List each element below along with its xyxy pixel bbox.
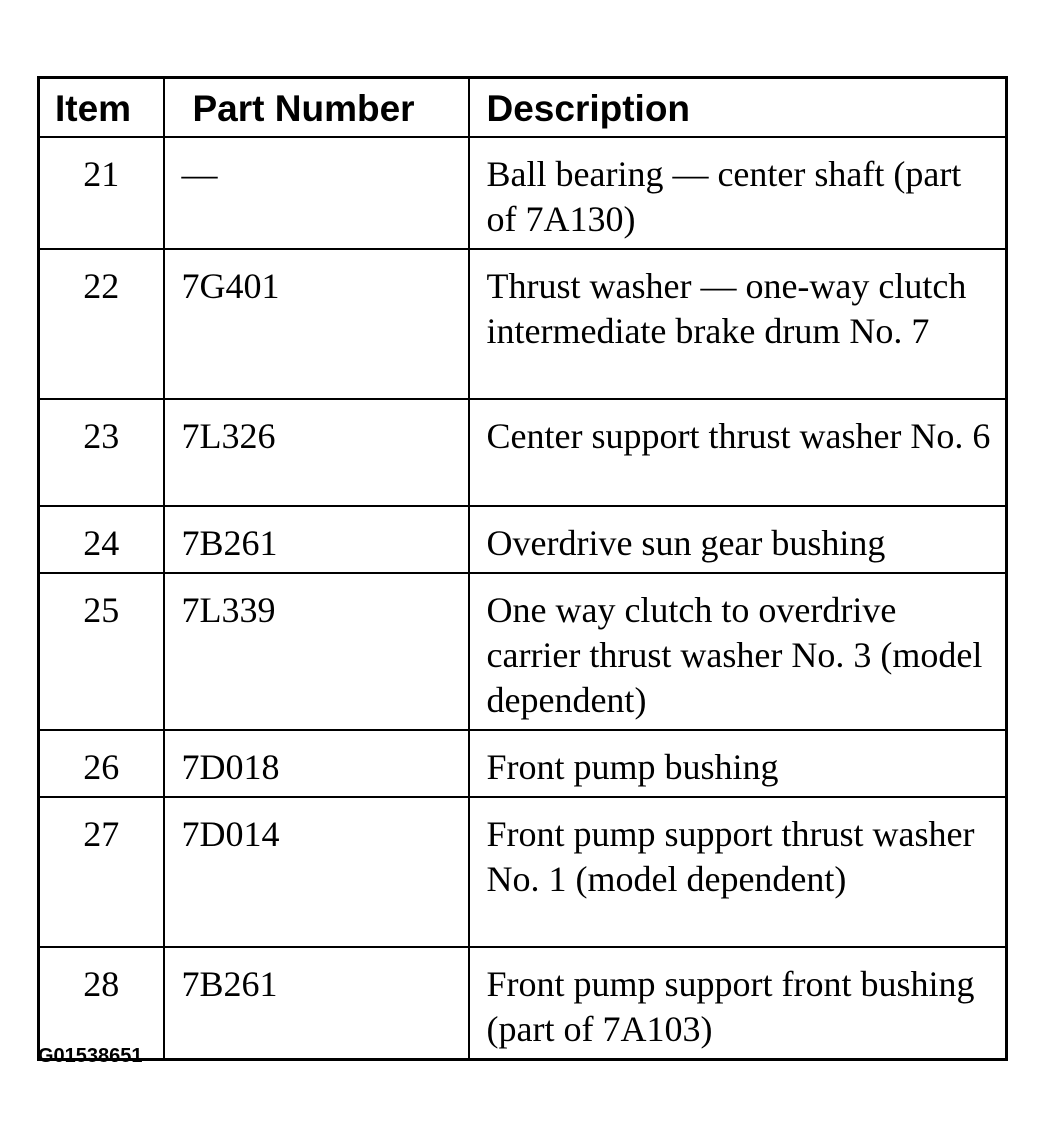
description-cell: Thrust washer — one-way clutch intermediate brake drum No. 7 — [469, 249, 1007, 399]
figure-id: G01538651 — [38, 1045, 143, 1067]
header-row — [39, 78, 1007, 137]
item-cell: 27 — [39, 797, 164, 947]
part-number-cell: 7B261 — [164, 506, 469, 573]
description-cell: Center support thrust washer No. 6 — [469, 399, 1007, 506]
table-row — [39, 506, 1007, 573]
table-row — [39, 137, 1007, 249]
part-number-cell: 7D018 — [164, 730, 469, 797]
part-number-cell: 7B261 — [164, 947, 469, 1060]
description-cell: Front pump bushing — [469, 730, 1007, 797]
table-row — [39, 399, 1007, 506]
item-cell: 23 — [39, 399, 164, 506]
table-row — [39, 730, 1007, 797]
header-part-number: Part Number — [164, 78, 469, 137]
description-cell: Overdrive sun gear bushing — [469, 506, 1007, 573]
part-number-cell: — — [164, 137, 469, 249]
description-cell: One way clutch to overdrive carrier thrust washer No. 3 (model dependent) — [469, 573, 1007, 730]
part-number-cell: 7G401 — [164, 249, 469, 399]
item-cell: 25 — [39, 573, 164, 730]
table-row — [39, 797, 1007, 947]
table-row — [39, 947, 1007, 1060]
description-cell: Front pump support thrust washer No. 1 (model dependent) — [469, 797, 1007, 947]
part-number-cell: 7L339 — [164, 573, 469, 730]
part-number-cell: 7L326 — [164, 399, 469, 506]
item-cell: 24 — [39, 506, 164, 573]
table-row — [39, 573, 1007, 730]
parts-table — [37, 76, 1008, 1061]
item-cell: 28 — [39, 947, 164, 1060]
part-number-cell: 7D014 — [164, 797, 469, 947]
description-cell: Ball bearing — center shaft (part of 7A130) — [469, 137, 1007, 249]
item-cell: 21 — [39, 137, 164, 249]
item-cell: 26 — [39, 730, 164, 797]
description-cell: Front pump support front bushing (part of 7A103) — [469, 947, 1007, 1060]
table-row — [39, 249, 1007, 399]
header-item: Item — [39, 78, 164, 137]
item-cell: 22 — [39, 249, 164, 399]
header-description: Description — [469, 78, 1007, 137]
